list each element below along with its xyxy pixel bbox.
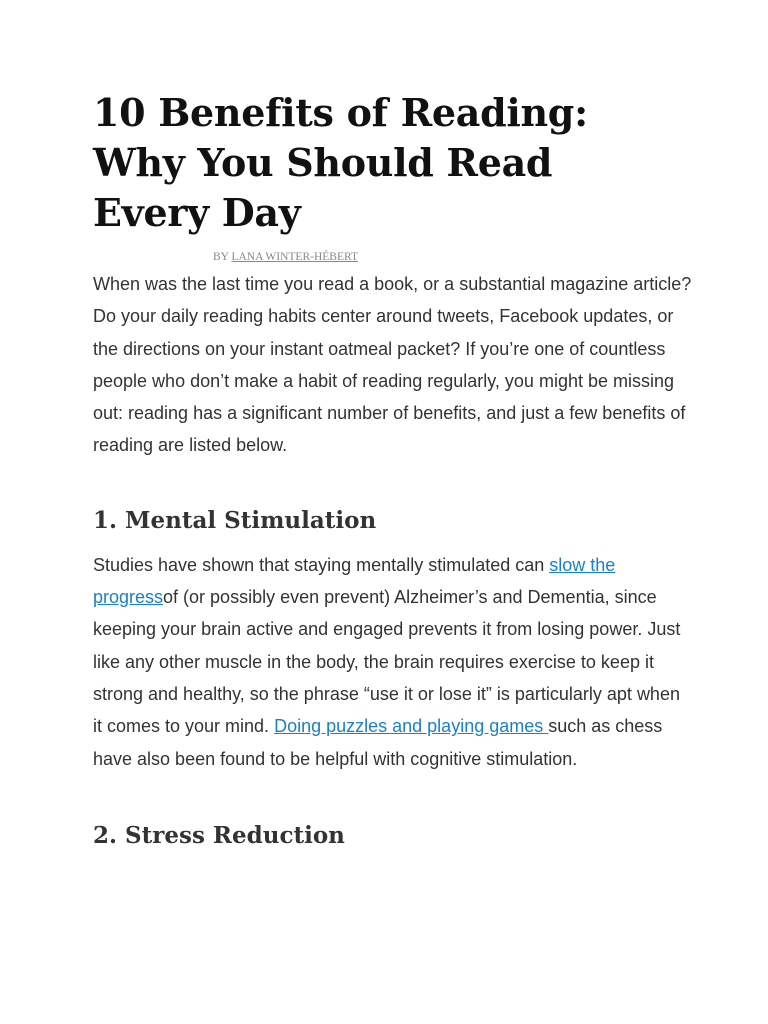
intro-paragraph: When was the last time you read a book, or a substantial magazine article? Do your daily reading habits center around tweets, Facebook updates, or the directions on your instant oatmeal packet? If you’re one of countless people who don’t make a habit of reading regularly, you might be missing out: reading has a significant number of benefits, and just a few benefits of reading are listed below. [93,274,692,456]
article [93,88,693,851]
paragraph-text: Studies have shown that staying mentally stimulated can [93,554,550,575]
author-link[interactable]: LANA WINTER-HÉBERT [231,251,358,263]
byline-prefix: BY [213,251,232,263]
section-heading-mental-stimulation: 1. Mental Stimulation [93,506,377,534]
mental-stimulation-paragraph [93,549,693,775]
article-title [93,88,693,238]
puzzles-and-games-link[interactable]: Doing puzzles and playing games [274,716,549,737]
section-heading-stress-reduction: 2. Stress Reduction [93,821,345,849]
title-line-1: 10 Benefits of Reading: [93,90,588,135]
title-line-2: Why You Should Read [93,140,553,185]
byline [213,250,693,264]
title-line-3: Every Day [93,190,301,235]
slow-the-progress-link[interactable]: slow the progress [93,554,616,608]
paragraph-text: such as chess have also been found to be helpful with cognitive stimulation. [93,716,663,769]
paragraph-text: of (or possibly even prevent) Alzheimer’s and Dementia, since keeping your brain active and engaged prevents it from losing power. Just like any other muscle in the body, the brain requires exercise to keep it strong and healthy, so the phrase “use it or lose it” is particularly apt when it comes to your mind. [93,587,681,737]
